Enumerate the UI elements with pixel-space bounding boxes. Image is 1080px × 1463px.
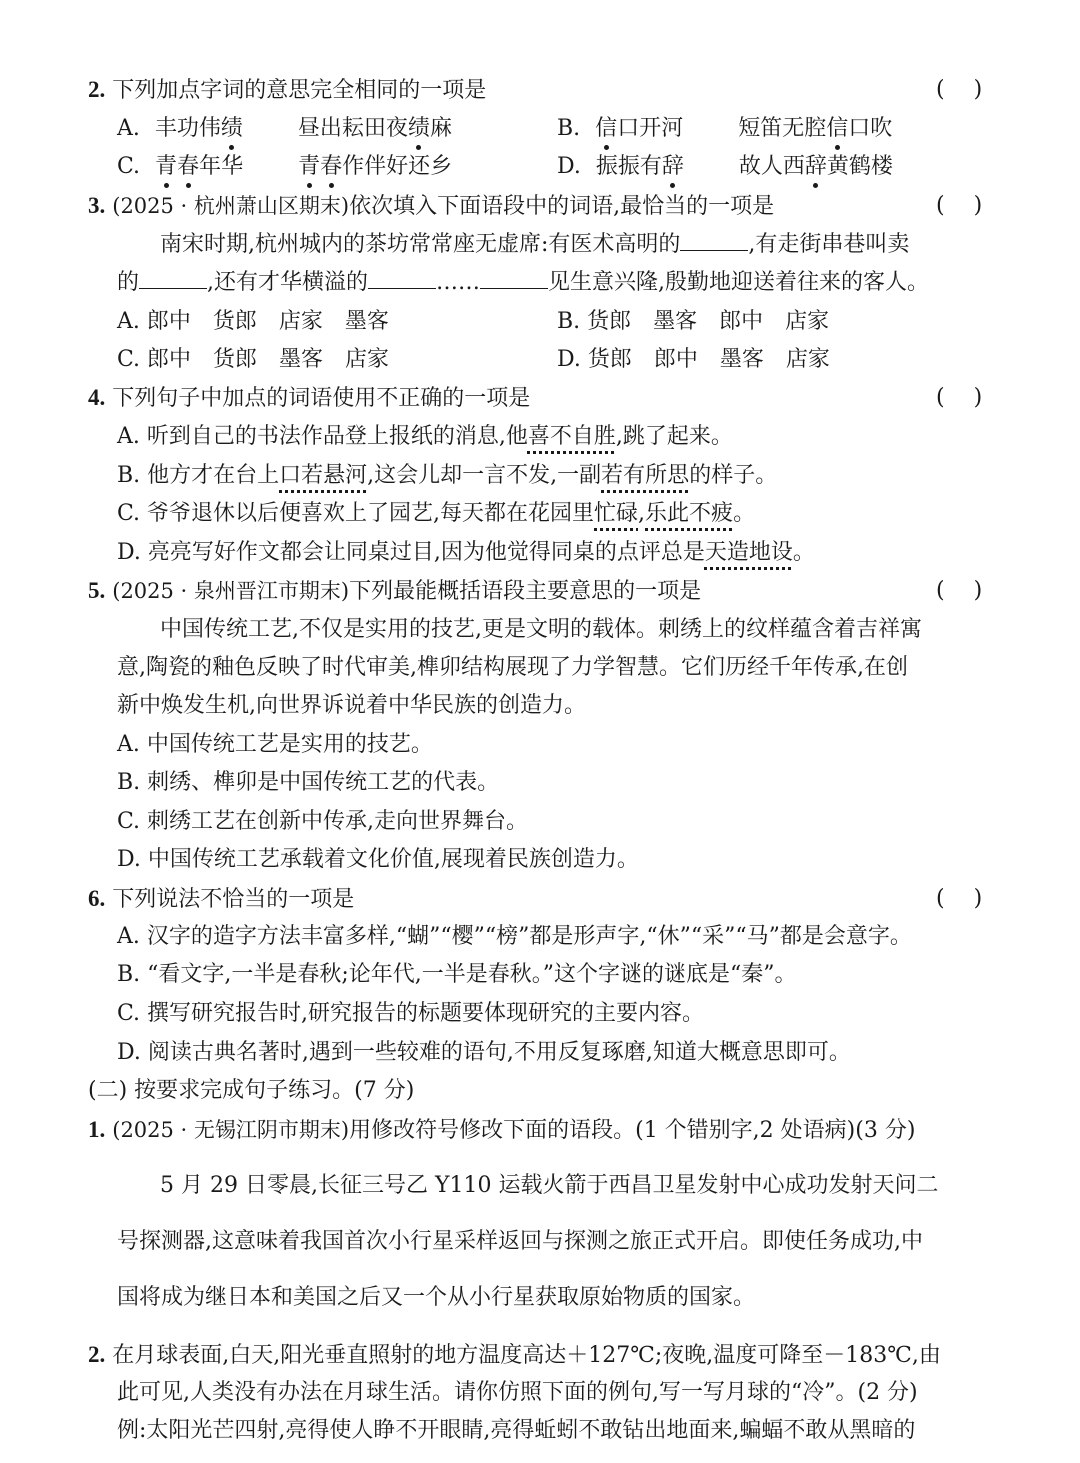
q3-option-b: B. 货郎 墨客 郎中 店家 [557, 309, 830, 334]
s2-line-1 [88, 1340, 941, 1371]
s2-line-3: 例:太阳光芒四射,亮得使人睁不开眼睛,亮得蚯蚓不敢钻出地面来,蝙蝠不敢从黑暗的 [117, 1418, 916, 1443]
q5-option-b: B. 刺绣、榫卯是中国传统工艺的代表。 [117, 770, 500, 795]
q4-option-d: D. 亮亮写好作文都会让同桌过目,因为他觉得同桌的点评总是天造地设。 [117, 540, 815, 565]
question-stem: 下列句子中加点的词语使用不正确的一项是 [112, 386, 531, 411]
q3-passage-line-2: 的 ,还有才华横溢的 …… 见生意兴隆,殷勤地迎送着往来的客人。 [117, 270, 930, 295]
question-number: 2. [88, 77, 106, 102]
question-number: 2. [88, 1342, 106, 1367]
dotted-word: 喜不自胜 [527, 424, 616, 449]
q3-option-a: A. 郎中 货郎 店家 墨客 [117, 309, 389, 334]
q4-option-b: B. 他方才在台上口若悬河,这会儿却一言不发,一副若有所思的样子。 [117, 463, 778, 488]
answer-paren[interactable]: ( ) [936, 578, 983, 603]
question-number: 6. [88, 886, 106, 911]
question-source: (2025 · 无锡江阴市期末) [112, 1118, 350, 1142]
section-heading: (二) 按要求完成句子练习。(7 分) [88, 1078, 415, 1103]
s1-passage-line-1: 5 月 29 日零晨,长征三号乙 Y110 运载火箭于西昌卫星发射中心成功发射天问二 [160, 1173, 939, 1198]
s1-passage-line-2: 号探测器,这意味着我国首次小行星采样返回与探测之旅正式开启。即使任务成功,中 [117, 1229, 923, 1254]
question-stem: 下列加点字词的意思完全相同的一项是 [112, 78, 487, 103]
q5-option-c: C. 刺绣工艺在创新中传承,走向世界舞台。 [117, 809, 529, 834]
q6-stem-line [88, 884, 354, 915]
question-number: 3. [88, 193, 106, 218]
q4-option-a: A. 听到自己的书法作品登上报纸的消息,他喜不自胜,跳了起来。 [117, 424, 733, 449]
answer-paren[interactable]: ( ) [936, 385, 983, 410]
question-source: (2025 · 杭州萧山区期末) [112, 194, 350, 218]
s1-passage-line-3: 国将成为继日本和美国之后又一个从小行星获取原始物质的国家。 [117, 1285, 756, 1310]
question-stem: 下列最能概括语段主要意思的一项是 [349, 579, 702, 604]
s2-line-2: 此可见,人类没有办法在月球生活。请你仿照下面的例句,写一写月球的“冷”。(2 分) [117, 1380, 918, 1405]
q2-option-d: D. 振振有辞 故人西辞黄鹤楼 [557, 154, 893, 179]
dotted-word: 天造地设 [704, 540, 793, 565]
q2-stem-line [88, 75, 486, 106]
q3-passage-line-1: 南宋时期,杭州城内的茶坊常常座无虚席:有医术高明的 ,有走街串巷叫卖 [160, 232, 910, 257]
q4-stem-line [88, 383, 530, 414]
question-stem: 依次填入下面语段中的词语,最恰当的一项是 [349, 194, 775, 219]
q6-option-b: B. “看文字,一半是春秋;论年代,一半是春秋。”这个字谜的谜底是“秦”。 [117, 962, 797, 987]
question-number: 1. [88, 1117, 106, 1142]
q5-passage-line-3: 新中焕发生机,向世界诉说着中华民族的创造力。 [117, 693, 586, 718]
q2-option-b: B. 信口开河 短笛无腔信口吹 [557, 116, 893, 141]
q2-option-a: A. 丰功伟绩 昼出耘田夜绩麻 [117, 116, 452, 141]
fill-blank[interactable] [480, 270, 548, 289]
q4-option-c: C. 爷爷退休以后便喜欢上了园艺,每天都在花园里忙碌,乐此不疲。 [117, 501, 756, 526]
question-stem: 下列说法不恰当的一项是 [112, 887, 355, 912]
q3-option-c: C. 郎中 货郎 墨客 店家 [117, 347, 390, 372]
answer-paren[interactable]: ( ) [936, 886, 983, 911]
q6-option-d: D. 阅读古典名著时,遇到一些较难的语句,不用反复琢磨,知道大概意思即可。 [117, 1040, 851, 1065]
q5-stem-line [88, 576, 701, 607]
q3-stem-line [88, 191, 774, 222]
question-number: 4. [88, 385, 106, 410]
q5-passage-line-2: 意,陶瓷的釉色反映了时代审美,榫卯结构展现了力学智慧。它们历经千年传承,在创 [117, 655, 908, 680]
dotted-word: 口若悬河 [279, 463, 368, 488]
q2-option-c: C. 青春年华 青春作伴好还乡 [117, 154, 453, 179]
answer-paren[interactable]: ( ) [936, 77, 983, 102]
answer-paren[interactable]: ( ) [936, 193, 983, 218]
dotted-word: 若有所思 [601, 463, 690, 488]
q3-option-d: D. 货郎 郎中 墨客 店家 [557, 347, 830, 372]
s1-stem-line [88, 1115, 915, 1146]
dotted-word: 乐此不疲 [645, 501, 734, 526]
fill-blank[interactable] [680, 232, 748, 251]
q5-passage-line-1: 中国传统工艺,不仅是实用的技艺,更是文明的载体。刺绣上的纹样蕴含着吉祥寓 [160, 617, 922, 642]
fill-blank[interactable] [368, 270, 436, 289]
question-source: (2025 · 泉州晋江市期末) [112, 579, 350, 603]
q6-option-c: C. 撰写研究报告时,研究报告的标题要体现研究的主要内容。 [117, 1001, 705, 1026]
q6-option-a: A. 汉字的造字方法丰富多样,“蝴”“樱”“榜”都是形声字,“休”“采”“马”都是会意字。 [117, 924, 912, 949]
question-text: 在月球表面,白天,阳光垂直照射的地方温度高达＋127℃;夜晚,温度可降至－183℃,由 [112, 1343, 941, 1368]
question-stem: 用修改符号修改下面的语段。(1 个错别字,2 处语病)(3 分) [349, 1118, 916, 1143]
question-number: 5. [88, 578, 106, 603]
dotted-word: 忙碌 [594, 501, 639, 526]
q5-option-d: D. 中国传统工艺承载着文化价值,展现着民族创造力。 [117, 847, 639, 872]
q5-option-a: A. 中国传统工艺是实用的技艺。 [117, 732, 433, 757]
fill-blank[interactable] [139, 270, 207, 289]
